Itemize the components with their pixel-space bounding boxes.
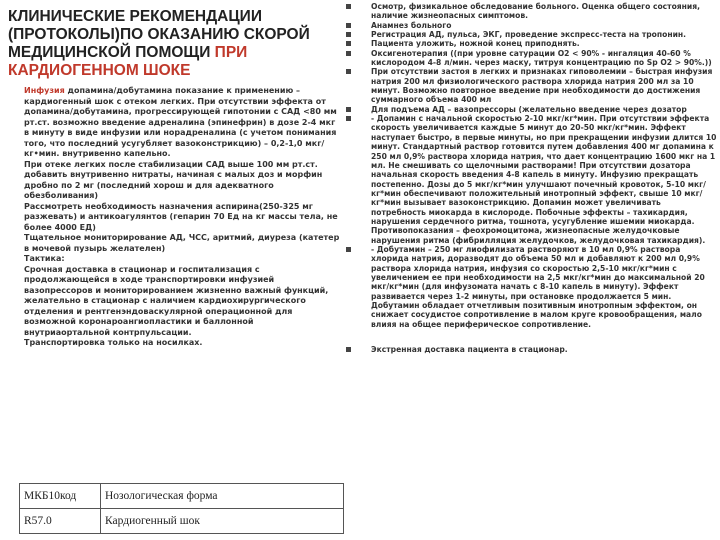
paragraph-transport: Транспортировка только на носилках. <box>24 338 203 347</box>
list-item <box>346 30 718 39</box>
square-bullet-icon <box>346 41 351 46</box>
paragraph-monitoring: Тщательное мониторирование АД, ЧСС, аритмий, диуреза (катетер в мочевой пузырь желателен) <box>24 233 340 253</box>
left-text-block <box>24 86 342 349</box>
list-item-text: Осмотр, физикальное обследование больного. Оценка общего состояния, наличие жизнеопасных симптомов. <box>371 2 701 21</box>
list-item <box>346 114 718 245</box>
paragraph-tactics: Срочная доставка в стационар и госпитализация с продолжающейся в ходе транспортировки инфузией вазопрессоров и мониторированием жизненно важный функций, желательно в стационар с наличием кардиохирургического отделения и рентгенэндоваскулярной операционной для возможной коронароангиопластики и баллонной внутриаортальной контрпульсации. <box>24 264 329 337</box>
page-title-main: КЛИНИЧЕСКИЕ РЕКОМЕНДАЦИИ (ПРОТОКОЛЫ)ПО ОКАЗАНИЮ СКОРОЙ МЕДИЦИНСКОЙ ПОМОЩИ <box>8 8 310 61</box>
table-cell-name: Кардиогенный шок <box>101 509 344 534</box>
list-item-text: При отсутствии застоя в легких и признаках гиповолемии – быстрая инфузия натрия 200 мл физиологического раствора хлорида натрия 200 мл за 10 минут. Возможно повторное введение при необходимости до достижения суммарного объема 400 мл <box>371 67 713 105</box>
list-item <box>346 105 718 114</box>
square-bullet-icon <box>346 4 351 9</box>
table-cell-name: Нозологическая форма <box>101 484 344 509</box>
list-item-text: Пациента уложить, ножной конец приподнять. <box>371 39 580 49</box>
list-item-text: Регистрация АД, пульса, ЭКГ, проведение экспресс-теста на тропонин. <box>371 30 687 40</box>
list-item-text: Анамнез больного <box>371 20 452 30</box>
bullet-list <box>346 2 718 354</box>
list-item <box>346 49 718 68</box>
square-bullet-icon <box>346 32 351 37</box>
square-bullet-icon <box>346 69 351 74</box>
paragraph-infusion-text: допамина/добутамина показание к применению – кардиогенный шок с отеком легких. При отсутствии эффекта от допамина/добутамина, прогрессирующей гипотонии с САД <80 мм рт.ст. возможно введение адреналина (эпинефрин) в дозе 2-4 мкг в минуту в виде инфузии или норадреналина (с учетом понимания того, что последний усугубляет вазоконстрикцию) – 0,2-1,0 мкг/кг•мин. внутривенно капельно. <box>24 86 337 158</box>
list-item <box>346 245 718 329</box>
square-bullet-icon <box>346 247 351 252</box>
list-item <box>346 67 718 104</box>
table-row <box>20 509 344 534</box>
paragraph-tactics-heading: Тактика: <box>24 254 65 263</box>
paragraph-pulmonary-edema: При отеке легких после стабилизации САД выше 100 мм рт.ст. добавить внутривенно нитраты, начиная с малых доз и морфин дробно по 2 мг (последний хорош и для адекватного обезболивания) <box>24 159 323 200</box>
square-bullet-icon <box>346 23 351 28</box>
list-item <box>346 21 718 30</box>
square-bullet-icon <box>346 51 351 56</box>
list-item-text: Экстренная доставка пациента в стационар. <box>371 345 568 355</box>
list-item <box>346 2 718 21</box>
table-cell-code: МКБ10код <box>20 484 101 509</box>
list-item-text: - Допамин с начальной скоростью 2-10 мкг/кг*мин. При отсутствии эффекта скорость увеличивается каждые 5 минут до 20-50 мкг/кг*мин. Эффект наступает быстро, в первые минуты, но при прекращении инфузии длится 10 минут. Стандартный раствор готовится путем добавления 400 мг допамина к 250 мл 0,9% раствора хлорида натрия, что дает концентрацию 1600 мкг на 1 мл. Не смешивать со щелочными растворами! При отсутствии дозатора начальная скорость введения 4-8 капель в минуту. Инфузию прекращать постепенно. Дозы до 5 мкг/кг*мин улучшают почечный кровоток, 5-10 мкг/кг*мин обеспечивают положительный инотропный эффект, свыше 10 мкг/кг*мин вызывает вазоконстрикцию. Допамин может увеличивать потребность миокарда в кислороде. Побочные эффекты – тахикардия, нарушения сердечного ритма, тошнота, усугубление ишемии миокарда. Противопоказания – феохромоцитома, жизнеопасные желудочковые нарушения ритма (фибрилляция желудочков, желудочковая тахикардия). <box>371 114 717 245</box>
highlight-word: Инфузия <box>24 86 65 95</box>
paragraph-aspirin: Рассмотреть необходимость назначения аспирина(250-325 мг разжевать) и антикоагулянтов (гепарин 70 Ед на кг массы тела, не более 4000 ЕД) <box>24 201 338 232</box>
diagnosis-table <box>19 483 344 534</box>
list-item-text: Оксигенотерапия ((при уровне сатурации О2 < 90% - ингаляция 40-60 % кислородом 4-8 л/мин. через маску, титруя концентрацию по Sp O2 > 90%.)) <box>371 48 712 68</box>
square-bullet-icon <box>346 347 351 352</box>
table-cell-code: R57.0 <box>20 509 101 534</box>
table-row <box>20 484 344 509</box>
square-bullet-icon <box>346 107 351 112</box>
list-item-text: - Добутамин – 250 мг лиофилизата растворяют в 10 мл 0,9% раствора хлорида натрия, доразводят до объема 50 мл и добавляют к 200 мл 0,9% раствора хлорида натрия, инфузия со скоростью 2,5-10 мкг/кг*мин с увеличением ее при необходимости на 2,5 мкг/кг*мин до максимальной 20 мкг/кг*мин (для инфузомата начать с 8-10 капель в минуту). Эффект развивается через 1-2 минуты, при остановке продолжается 5 мин. Добутамин обладает отчетливым позитивным инотропным эффектом, он снижает сосудистое сопротивление в малом круге кровообращения, мало влияя на общее периферическое сопротивление. <box>371 244 705 329</box>
square-bullet-icon <box>346 116 351 121</box>
list-item <box>346 39 718 48</box>
list-item-text: Для подъема АД – вазопрессоры (желательно введение через дозатор <box>371 104 687 114</box>
right-column <box>346 2 718 354</box>
paragraph-infusion <box>24 86 342 160</box>
page-title-accent: ПРИ КАРДИОГЕННОМ ШОКЕ <box>8 44 248 79</box>
page-title <box>8 8 338 80</box>
list-item <box>346 345 718 354</box>
